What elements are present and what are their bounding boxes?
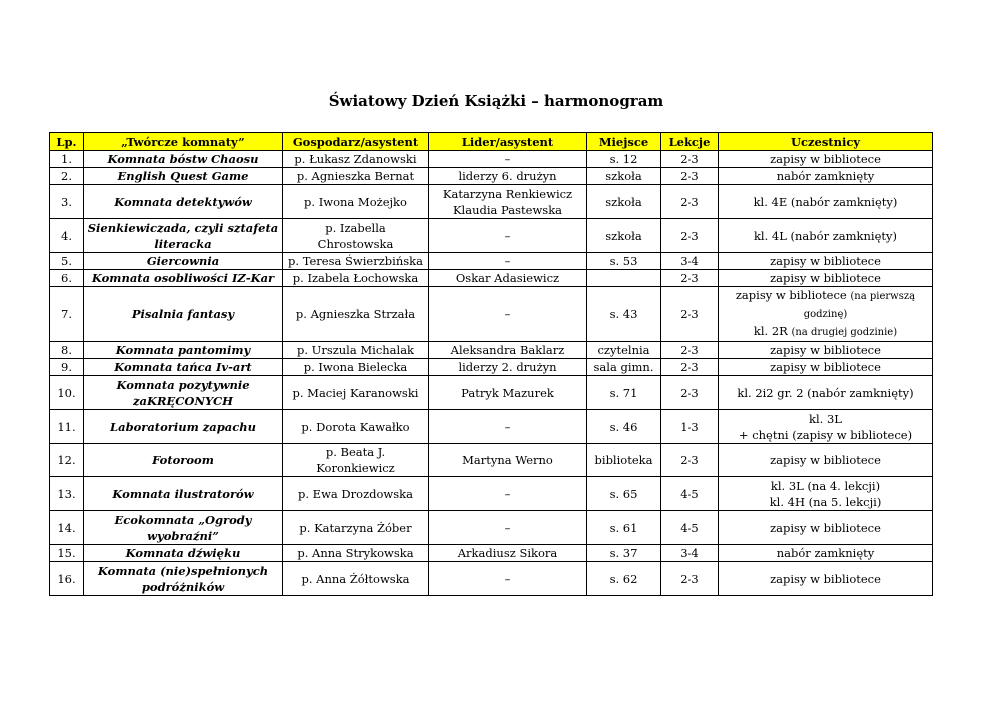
cell-place: s. 43: [587, 287, 661, 342]
cell-leader: Oskar Adasiewicz: [429, 270, 587, 287]
cell-lp: 1.: [50, 151, 84, 168]
cell-name: Komnata ilustratorów: [84, 477, 283, 511]
cell-host: p. Dorota Kawałko: [283, 410, 429, 444]
cell-name: Komnata bóstw Chaosu: [84, 151, 283, 168]
cell-name: Fotoroom: [84, 444, 283, 477]
cell-host: p. Izabela Łochowska: [283, 270, 429, 287]
participants-line-2: kl. 4H (na 5. lekcji): [769, 494, 882, 509]
cell-name: Ecokomnata „Ogrody wyobraźni”: [84, 511, 283, 545]
header-lessons: Lekcje: [661, 133, 719, 151]
header-host: Gospodarz/asystent: [283, 133, 429, 151]
table-row: [50, 168, 933, 185]
table-row: [50, 219, 933, 253]
cell-host: p. Teresa Świerzbińska: [283, 253, 429, 270]
cell-place: [587, 270, 661, 287]
cell-host: p. Urszula Michalak: [283, 342, 429, 359]
cell-lessons: 2-3: [661, 342, 719, 359]
cell-place: s. 53: [587, 253, 661, 270]
cell-lessons: 2-3: [661, 562, 719, 596]
table-row: [50, 185, 933, 219]
header-participants: Uczestnicy: [719, 133, 933, 151]
cell-participants: zapisy w bibliotece: [719, 562, 933, 596]
cell-lp: 15.: [50, 545, 84, 562]
table-row: [50, 562, 933, 596]
cell-leader: Aleksandra Baklarz: [429, 342, 587, 359]
cell-participants: zapisy w bibliotece: [719, 511, 933, 545]
cell-host: p. Anna Strykowska: [283, 545, 429, 562]
cell-place: szkoła: [587, 168, 661, 185]
cell-lp: 3.: [50, 185, 84, 219]
cell-lessons: 1-3: [661, 410, 719, 444]
cell-place: s. 61: [587, 511, 661, 545]
table-row: [50, 477, 933, 511]
table-row: [50, 545, 933, 562]
cell-name: Komnata pantomimy: [84, 342, 283, 359]
cell-lp: 16.: [50, 562, 84, 596]
cell-participants: kl. 4L (nabór zamknięty): [719, 219, 933, 253]
table-header-row: [50, 133, 933, 151]
cell-lp: 2.: [50, 168, 84, 185]
cell-leader: –: [429, 151, 587, 168]
document-title: Światowy Dzień Książki – harmonogram: [328, 92, 664, 110]
cell-lp: 9.: [50, 359, 84, 376]
cell-lessons: 2-3: [661, 376, 719, 410]
cell-place: szkoła: [587, 219, 661, 253]
cell-place: s. 71: [587, 376, 661, 410]
cell-host: p. Ewa Drozdowska: [283, 477, 429, 511]
cell-participants: nabór zamknięty: [719, 545, 933, 562]
cell-name: Pisalnia fantasy: [84, 287, 283, 342]
header-name: „Twórcze komnaty”: [84, 133, 283, 151]
cell-host: p. Beata J. Koronkiewicz: [283, 444, 429, 477]
cell-participants: zapisy w bibliotece: [719, 444, 933, 477]
cell-lp: 4.: [50, 219, 84, 253]
table-row: [50, 444, 933, 477]
cell-lessons: 2-3: [661, 444, 719, 477]
cell-place: s. 46: [587, 410, 661, 444]
cell-leader: liderzy 6. drużyn: [429, 168, 587, 185]
header-leader: Lider/asystent: [429, 133, 587, 151]
cell-lp: 5.: [50, 253, 84, 270]
cell-lessons: 2-3: [661, 287, 719, 342]
cell-host: p. Agnieszka Strzała: [283, 287, 429, 342]
cell-leader: –: [429, 562, 587, 596]
cell-name: Komnata tańca Iv-art: [84, 359, 283, 376]
cell-participants: [719, 287, 933, 342]
cell-name: Sienkiewiczada, czyli sztafeta literacka: [84, 219, 283, 253]
cell-leader: [429, 185, 587, 219]
cell-participants: kl. 4E (nabór zamknięty): [719, 185, 933, 219]
cell-lessons: 2-3: [661, 168, 719, 185]
cell-lessons: 3-4: [661, 253, 719, 270]
cell-name: Komnata osobliwości IZ-Kar: [84, 270, 283, 287]
cell-place: szkoła: [587, 185, 661, 219]
schedule-table: [49, 132, 933, 596]
cell-place: s. 37: [587, 545, 661, 562]
cell-participants: [719, 410, 933, 444]
table-row: [50, 359, 933, 376]
participants-line: zapisy w bibliotece: [735, 288, 847, 302]
cell-lp: 6.: [50, 270, 84, 287]
cell-lp: 7.: [50, 287, 84, 342]
table-row: [50, 511, 933, 545]
header-place: Miejsce: [587, 133, 661, 151]
table-row: [50, 287, 933, 342]
participants-line-2: + chętni (zapisy w bibliotece): [738, 427, 913, 442]
cell-lp: 11.: [50, 410, 84, 444]
cell-leader: Martyna Werno: [429, 444, 587, 477]
cell-place: s. 12: [587, 151, 661, 168]
cell-lessons: 3-4: [661, 545, 719, 562]
cell-place: s. 62: [587, 562, 661, 596]
cell-lessons: 2-3: [661, 185, 719, 219]
cell-participants: zapisy w bibliotece: [719, 342, 933, 359]
cell-place: sala gimn.: [587, 359, 661, 376]
cell-host: p. Katarzyna Żóber: [283, 511, 429, 545]
cell-name: Komnata dźwięku: [84, 545, 283, 562]
cell-participants: kl. 2i2 gr. 2 (nabór zamknięty): [719, 376, 933, 410]
participants-note-2: (na drugiej godzinie): [791, 327, 898, 338]
cell-host: p. Iwona Możejko: [283, 185, 429, 219]
cell-leader: –: [429, 477, 587, 511]
cell-lessons: 4-5: [661, 511, 719, 545]
cell-participants: zapisy w bibliotece: [719, 270, 933, 287]
cell-leader: Arkadiusz Sikora: [429, 545, 587, 562]
cell-participants: nabór zamknięty: [719, 168, 933, 185]
cell-lessons: 4-5: [661, 477, 719, 511]
cell-participants: zapisy w bibliotece: [719, 151, 933, 168]
assistant-line: Klaudia Pastewska: [452, 202, 563, 217]
cell-host: p. Iwona Bielecka: [283, 359, 429, 376]
cell-host: p. Łukasz Zdanowski: [283, 151, 429, 168]
cell-name: Komnata (nie)spełnionych podróżników: [84, 562, 283, 596]
table-row: [50, 342, 933, 359]
cell-leader: –: [429, 219, 587, 253]
cell-participants: zapisy w bibliotece: [719, 359, 933, 376]
cell-lessons: 2-3: [661, 359, 719, 376]
table-row: [50, 270, 933, 287]
cell-lessons: 2-3: [661, 151, 719, 168]
cell-participants: [719, 477, 933, 511]
cell-place: biblioteka: [587, 444, 661, 477]
cell-host: p. Agnieszka Bernat: [283, 168, 429, 185]
leader-line: Katarzyna Renkiewicz: [442, 186, 573, 201]
cell-host: p. Anna Żółtowska: [283, 562, 429, 596]
cell-lp: 8.: [50, 342, 84, 359]
cell-lp: 14.: [50, 511, 84, 545]
cell-place: czytelnia: [587, 342, 661, 359]
participants-line: kl. 3L (na 4. lekcji): [770, 478, 881, 493]
participants-note: (na pierwszą godzinę): [803, 291, 916, 320]
cell-name: Komnata pozytywnie zaKRĘCONYCH: [84, 376, 283, 410]
cell-leader: –: [429, 511, 587, 545]
cell-leader: –: [429, 410, 587, 444]
cell-leader: –: [429, 287, 587, 342]
header-lp: Lp.: [50, 133, 84, 151]
cell-participants: zapisy w bibliotece: [719, 253, 933, 270]
cell-leader: Patryk Mazurek: [429, 376, 587, 410]
cell-name: Giercownia: [84, 253, 283, 270]
table-row: [50, 253, 933, 270]
cell-leader: –: [429, 253, 587, 270]
cell-place: s. 65: [587, 477, 661, 511]
table-row: [50, 410, 933, 444]
cell-name: Laboratorium zapachu: [84, 410, 283, 444]
cell-name: English Quest Game: [84, 168, 283, 185]
cell-leader: liderzy 2. drużyn: [429, 359, 587, 376]
cell-lp: 13.: [50, 477, 84, 511]
cell-lessons: 2-3: [661, 270, 719, 287]
participants-line: kl. 3L: [809, 411, 842, 426]
cell-lessons: 2-3: [661, 219, 719, 253]
participants-line-2: kl. 2R: [753, 324, 788, 338]
table-row: [50, 376, 933, 410]
cell-name: Komnata detektywów: [84, 185, 283, 219]
cell-lp: 10.: [50, 376, 84, 410]
cell-host: p. Izabella Chrostowska: [283, 219, 429, 253]
cell-lp: 12.: [50, 444, 84, 477]
cell-host: p. Maciej Karanowski: [283, 376, 429, 410]
table-row: [50, 151, 933, 168]
